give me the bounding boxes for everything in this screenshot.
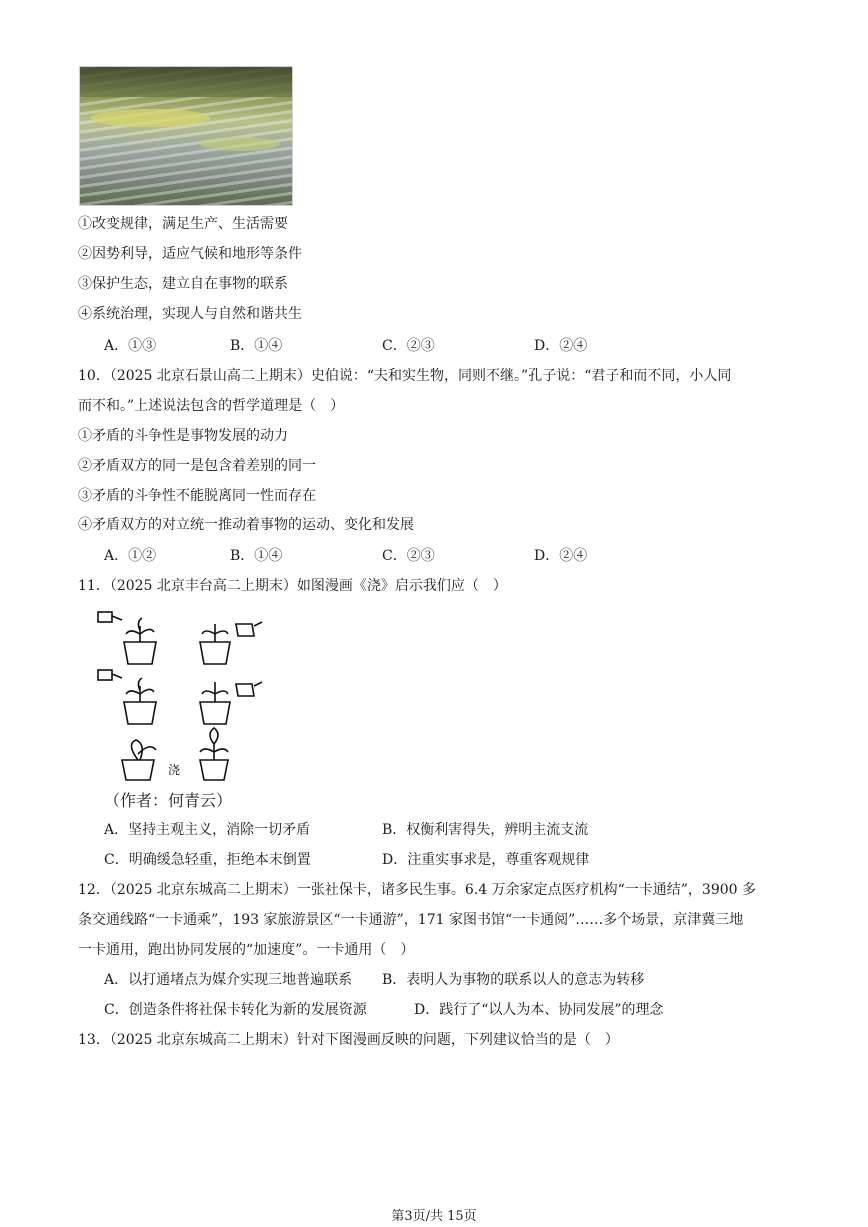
q10-statement-3: ③矛盾的斗争性不能脱离同一性而存在 <box>78 488 316 504</box>
watering-cartoon <box>96 604 276 784</box>
q9-statement-3: ③保护生态，建立自在事物的联系 <box>78 276 288 292</box>
cartoon-title: 浇 <box>168 763 181 777</box>
q10-stem-line2: 而不和。”上述说法包含的哲学道理是（ ） <box>78 398 345 414</box>
q12-stem-line2: 条交通线路“一卡通乘”，193 家旅游景区“一卡通游”，171 家图书馆“一卡通阅”……多个场景，京津冀三地 <box>78 912 744 928</box>
q9-option-c: C．②③ <box>382 338 435 354</box>
q10-statement-4: ④矛盾双方的对立统一推动着事物的运动、变化和发展 <box>78 517 414 533</box>
q10-option-d: D．②④ <box>534 548 588 564</box>
page-footer: 第3页/共 15页 <box>391 1209 477 1224</box>
q9-statement-2: ②因势利导，适应气候和地形等条件 <box>78 246 302 262</box>
terrace-photo <box>79 66 293 206</box>
q9-option-b: B．①④ <box>230 338 283 354</box>
q10-statement-1: ①矛盾的斗争性是事物发展的动力 <box>78 428 288 444</box>
q11-option-a: A．坚持主观主义，消除一切矛盾 <box>104 822 311 838</box>
q12-stem-line1: 12．（2025 北京东城高二上期末）一张社保卡，诸多民生事。6.4 万余家定点医疗机构“一卡通结”，3900 多 <box>78 882 756 898</box>
q12-option-b: B．表明人为事物的联系以人的意志为转移 <box>382 972 645 988</box>
q10-statement-2: ②矛盾双方的同一是包含着差别的同一 <box>78 458 316 474</box>
q11-option-b: B．权衡利害得失，辨明主流支流 <box>382 822 589 838</box>
q10-option-b: B．①④ <box>230 548 283 564</box>
q12-stem-line3: 一卡通用，跑出协同发展的“加速度”。一卡通用（ ） <box>78 942 415 958</box>
q11-option-c: C．明确缓急轻重，拒绝本末倒置 <box>104 852 311 868</box>
q12-option-d: D．践行了“以人为本、协同发展”的理念 <box>414 1002 664 1018</box>
q12-option-c: C．创造条件将社保卡转化为新的发展资源 <box>104 1002 367 1018</box>
q10-option-c: C．②③ <box>382 548 435 564</box>
q9-statement-4: ④系统治理，实现人与自然和谐共生 <box>78 306 302 322</box>
q9-option-a: A．①③ <box>104 338 157 354</box>
q11-stem: 11．（2025 北京丰台高二上期末）如图漫画《浇》启示我们应（ ） <box>78 578 507 594</box>
q11-option-d: D．注重实事求是，尊重客观规律 <box>382 852 590 868</box>
q12-option-a: A．以打通堵点为媒介实现三地普遍联系 <box>104 972 353 988</box>
q10-option-a: A．①② <box>104 548 157 564</box>
q9-statement-1: ①改变规律，满足生产、生活需要 <box>78 216 288 232</box>
cartoon-caption: （作者：何青云） <box>104 791 233 810</box>
q9-option-d: D．②④ <box>534 338 588 354</box>
q13-stem: 13．（2025 北京东城高二上期末）针对下图漫画反映的问题，下列建议恰当的是（ ） <box>78 1032 619 1048</box>
q10-stem-line1: 10．（2025 北京石景山高二上期末）史伯说：“夫和实生物，同则不继。”孔子说：“君子和而不同，小人同 <box>78 368 732 384</box>
